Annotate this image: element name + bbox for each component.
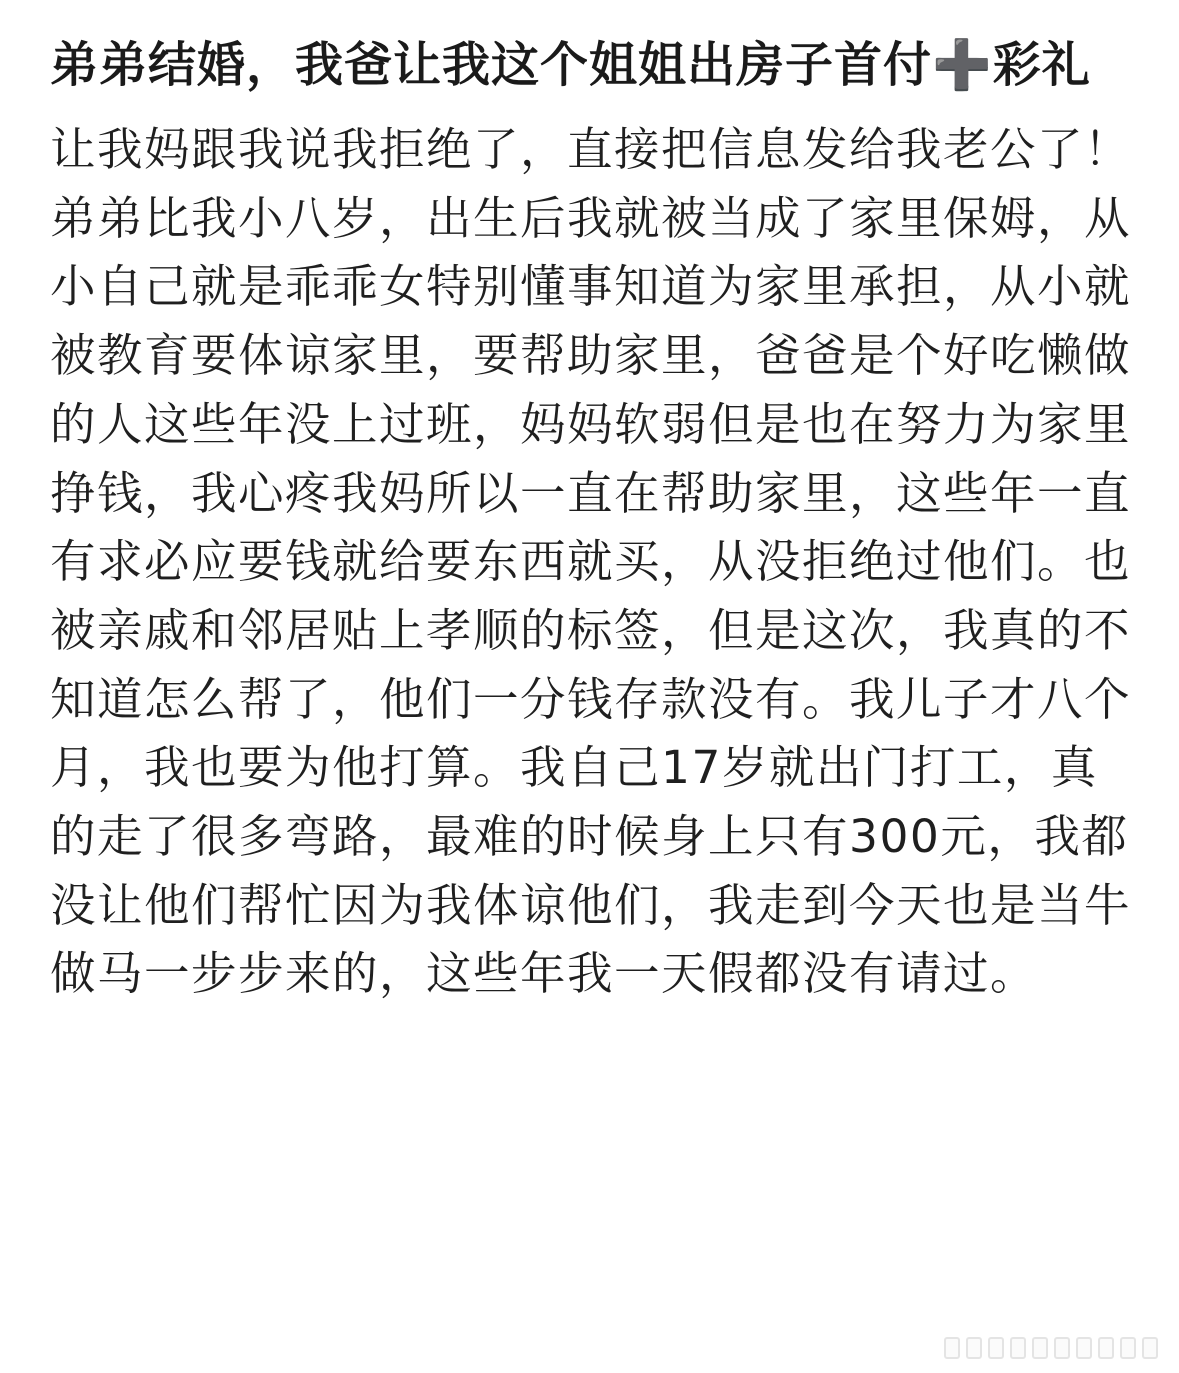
watermark-mark <box>988 1337 1004 1359</box>
watermark-mark <box>1054 1337 1070 1359</box>
watermark-mark <box>1032 1337 1048 1359</box>
watermark-mark <box>1076 1337 1092 1359</box>
watermark-mark <box>944 1337 960 1359</box>
post-body <box>50 116 1135 1009</box>
post-paragraph-2: 弟弟比我小八岁，出生后我就被当成了家里保姆，从小自己就是乖乖女特别懂事知道为家里承担，从小就被教育要体谅家里，要帮助家里，爸爸是个好吃懒做的人这些年没上过班，妈妈软弱但是也在努力为家里挣钱，我心疼我妈所以一直在帮助家里，这些年一直有求必应要钱就给要东西就买，从没拒绝过他们。也被亲戚和邻居贴上孝顺的标签，但是这次，我真的不知道怎么帮了，他们一分钱存款没有。我儿子才八个月，我也要为他打算。我自己17岁就出门打工，真的走了很多弯路，最难的时候身上只有300元，我都没让他们帮忙因为我体谅他们，我走到今天也是当牛做马一步步来的，这些年我一天假都没有请过。 <box>50 191 1132 1001</box>
watermark-mark <box>1010 1337 1026 1359</box>
watermark-mark <box>966 1337 982 1359</box>
post-title: 弟弟结婚，我爸让我这个姐姐出房子首付➕彩礼 <box>50 37 1091 93</box>
watermark <box>944 1335 1169 1361</box>
post-paragraph-1: 让我妈跟我说我拒绝了，直接把信息发给我老公了！ <box>50 123 1132 176</box>
watermark-mark <box>1120 1337 1136 1359</box>
watermark-mark <box>1098 1337 1114 1359</box>
watermark-mark <box>1142 1337 1158 1359</box>
post-content <box>50 32 1135 1009</box>
